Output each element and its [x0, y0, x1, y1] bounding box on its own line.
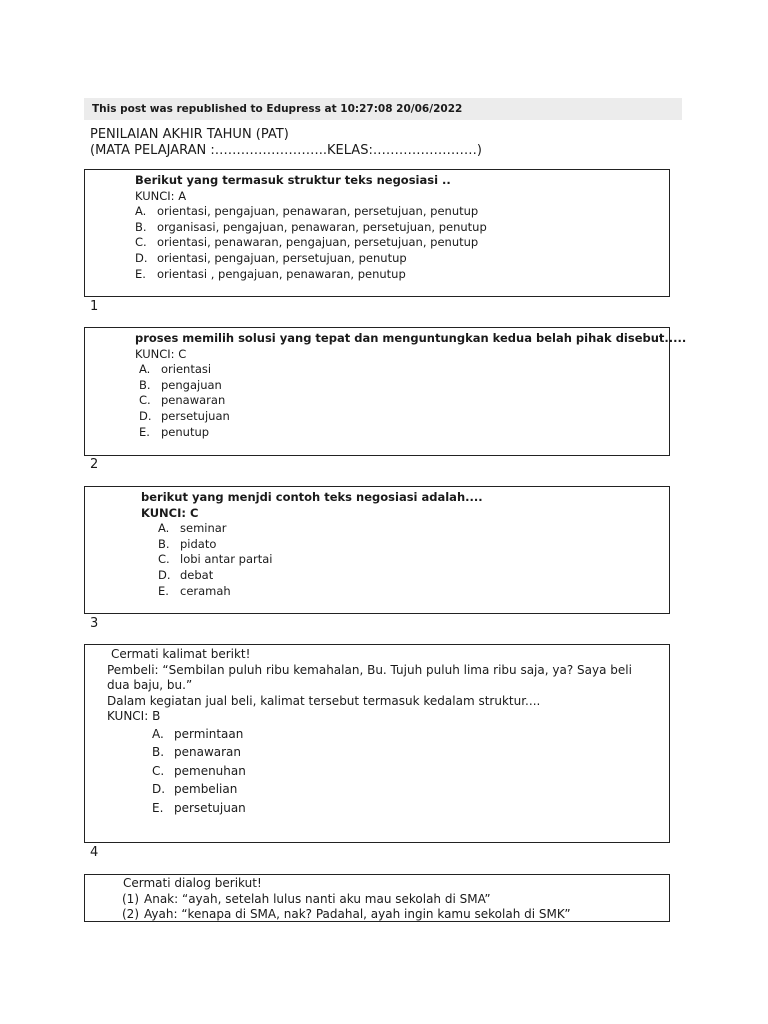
- answer-key: KUNCI: B: [107, 709, 161, 724]
- option-e: E. penutup: [139, 424, 210, 439]
- question-text: Dalam kegiatan jual beli, kalimat tersebut termasuk kedalam struktur....: [107, 693, 541, 708]
- dialog-line-2: (2) Ayah: “kenapa di SMA, nak? Padahal, ayah ingin kamu sekolah di SMK”: [122, 907, 571, 922]
- question-number: 3: [90, 616, 99, 631]
- option-a: A. seminar: [158, 521, 227, 536]
- question-text: proses memilih solusi yang tepat dan menguntungkan kedua belah pihak disebut.....: [135, 331, 687, 345]
- option-c: C. penawaran: [139, 393, 226, 408]
- question-box-3: [84, 486, 670, 614]
- option-b: B. penawaran: [152, 745, 242, 760]
- question-quote: Pembeli: “Sembilan puluh ribu kemahalan, Bu. Tujuh puluh lima ribu saja, ya? Saya beli dua baju, bu.”: [107, 662, 632, 693]
- option-e: E. persetujuan: [152, 800, 246, 815]
- option-e: E. ceramah: [158, 583, 231, 598]
- question-box-5: [84, 874, 670, 922]
- page-title: PENILAIAN AKHIR TAHUN (PAT): [90, 127, 289, 142]
- option-a: A. orientasi: [139, 362, 212, 377]
- question-intro: Cermati kalimat berikt!: [111, 647, 251, 661]
- question-intro: Cermati dialog berikut!: [123, 876, 262, 890]
- option-c: C. lobi antar partai: [158, 552, 273, 567]
- question-box-4: [84, 644, 670, 843]
- option-d: D. debat: [158, 567, 214, 582]
- option-c: C. orientasi, penawaran, pengajuan, persetujuan, penutup: [135, 235, 479, 250]
- answer-key: KUNCI: C: [135, 346, 187, 361]
- option-b: B. pidato: [158, 536, 217, 551]
- question-number: 4: [90, 845, 99, 860]
- option-b: B. organisasi, pengajuan, penawaran, persetujuan, penutup: [135, 219, 487, 234]
- question-text: Berikut yang termasuk struktur teks negosiasi ..: [135, 173, 451, 187]
- document-header: [90, 127, 482, 159]
- question-box-2: [84, 327, 687, 456]
- option-b: B. pengajuan: [139, 377, 222, 392]
- question-box-1: [84, 169, 670, 297]
- option-d: D. persetujuan: [139, 408, 230, 423]
- question-number: 2: [90, 457, 99, 472]
- page-subtitle: (MATA PELAJARAN :……………………..KELAS:……………………): [90, 143, 482, 158]
- option-c: C. pemenuhan: [152, 763, 246, 778]
- option-d: D. orientasi, pengajuan, persetujuan, penutup: [135, 250, 407, 265]
- dialog-line-1: (1) Anak: “ayah, setelah lulus nanti aku mau sekolah di SMA”: [122, 891, 491, 906]
- option-a: A. permintaan: [152, 726, 244, 741]
- option-e: E. orientasi , pengajuan, penawaran, penutup: [135, 266, 406, 281]
- answer-key: KUNCI: A: [135, 188, 187, 203]
- answer-key: KUNCI: C: [141, 505, 199, 520]
- option-d: D. pembelian: [152, 782, 238, 797]
- option-a: A. orientasi, pengajuan, penawaran, persetujuan, penutup: [135, 204, 479, 219]
- question-number: 1: [90, 299, 99, 314]
- question-text: berikut yang menjdi contoh teks negosiasi adalah....: [141, 490, 483, 504]
- republish-banner: This post was republished to Edupress at 10:27:08 20/06/2022: [84, 98, 682, 120]
